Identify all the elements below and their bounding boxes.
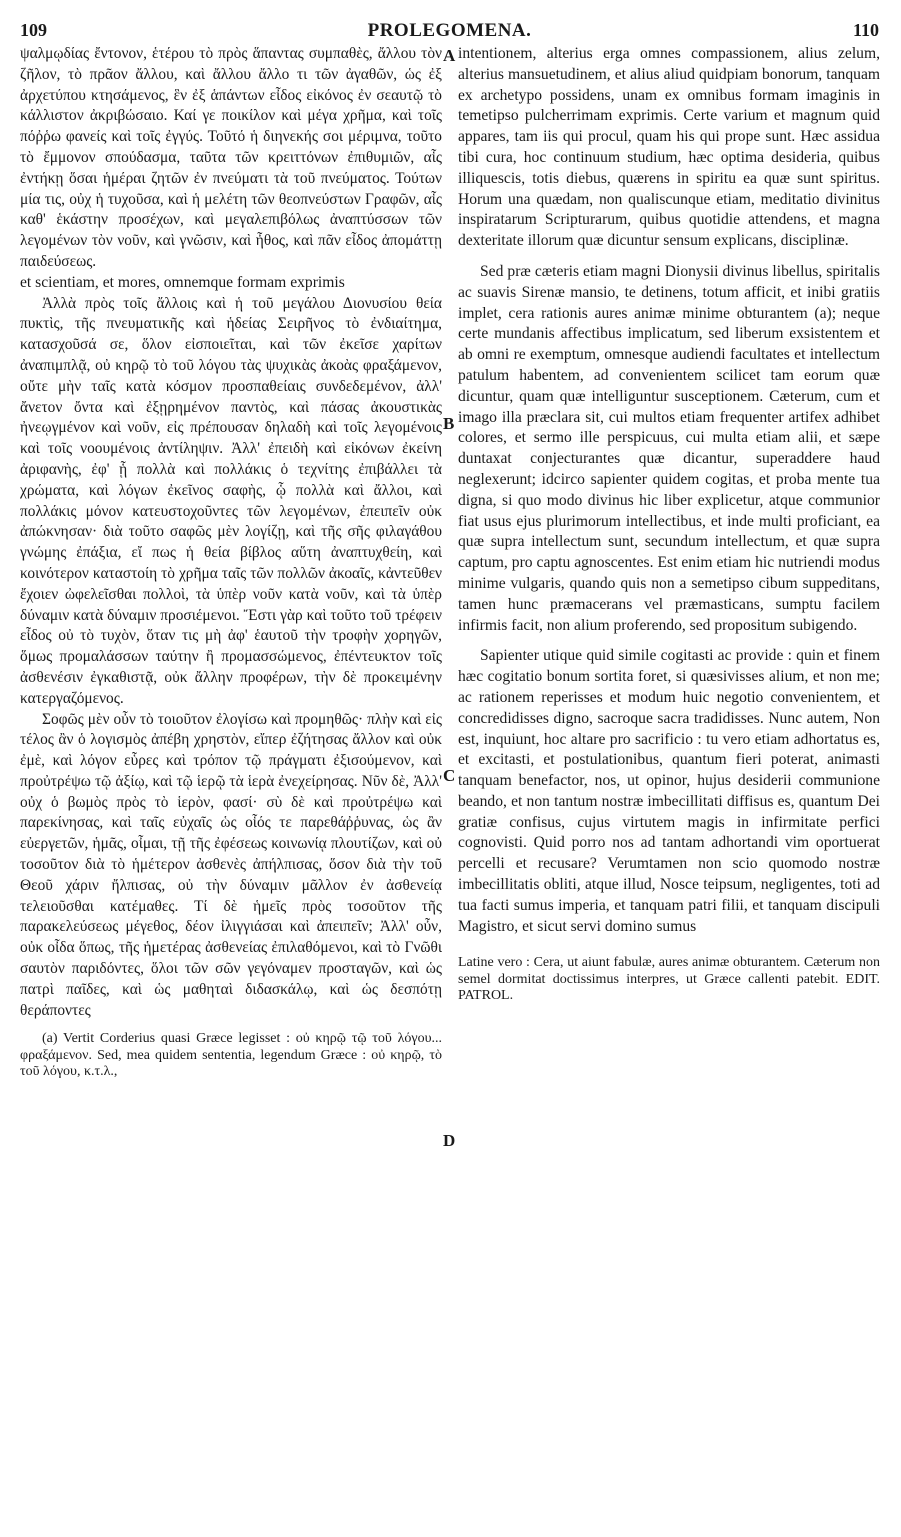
greek-paragraph-2: Ἀλλὰ πρὸς τοῖς ἄλλοις καὶ ἡ τοῦ μεγάλου Διονυσίου θεία πυκτὶς, τῆς πνευματικῆς καὶ ἡδείας Σειρῆνος τὸ ἐνδιαίτημα, κατασχοῦσά σε, ὅλον εἰσποιεῖται, καὶ τῶν ἐκεῖσε χαρίτων ἀναπιμπλᾷ, οὐ κηρῷ τὸ τοῦ λόγου τὰς ψυχικὰς ἀκοὰς φραξάμενον, οὔτε μὴν ταῖς κατὰ κόσμον προσπαθείαις συνδεδεμένον, ἀλλ' ἄνετον ὄντα καὶ ἐξῃρημένον παντὸς, καὶ πάσας ἀκουστικὰς ἠνεῳγμένον καὶ νοῦν, εἰς πρέπουσαν δηλαδὴ καὶ τοῖς λεγομένοις καὶ τοῖς νοουμένοις ἀντίληψιν. Ἀλλ' ἐπειδὴ καὶ εἰκόνων ἐκείνη ἀριφανὴς, ἐφ' ᾗ πολλὰ καὶ πολλάκις ὁ τεχνίτης ἐπιβάλλει τὰ χρώματα, καὶ λόγων ἐκεῖνος σαφὴς, ᾧ πολλὰ καὶ ἄλλοι, καὶ πολλάκις μόνον κατευστοχοῦντες τῶν λεγομένων, ἐπειπεῖν οὐκ ἀπώκνησαν· διὰ τοῦτο σαφῶς μὲν λογίζῃ, καὶ τῆς σῆς φιλαγάθου γνώμης ἐπάξια, εἴ πως ἡ θεία βίβλος αὕτη ἀναπτυχθείη, καὶ κοινότερον καταστοίη τὸ χρῆμα ταῖς τῶν πολλῶν ἀκοαῖς, κἀντεῦθεν ἔχοιεν ὠφελεῖσθαι πολλοὶ, τὰ ὑπὲρ νοῦν κατὰ νοῦν, καὶ τὰ ὑπὲρ δύναμιν κατὰ δύναμιν προσιέμενοι. Ἔστι γὰρ καὶ τοῦτο τοῦ τρέφειν εἶδος οὐ τὸ τυχὸν, ὅταν τις μὴ ἀφ' ἑαυτοῦ τὴν τροφὴν χορηγῶν, ὅμως προμαλάσσων ταύτην ἢ προμασσώμενος, ἐπέντευκτον τοῖς ἀσθενέσιν ἐγκαθιστᾷ, οὐκ ἄλλην προφέρων, τὴν δὲ προκειμένην κατεργαζόμενος.: [20, 294, 442, 707]
page-number-right: 110: [852, 20, 879, 40]
greek-paragraph-3: Σοφῶς μὲν οὖν τὸ τοιοῦτον ἐλογίσω καὶ προμηθῶς· πλὴν καὶ εἰς τέλος ἂν ὁ λογισμὸς ἀπέβη χρηστὸν, εἴπερ ἐζήτησας ἄλλον καὶ οὐκ ἐμὲ, καὶ λόγον εὗρες καὶ τρόπον τῷ πράγματι ἐξισούμενον, καὶ προὐτρέψω τῷ ἀξίῳ, καὶ τῷ ἱερῷ τὰ ἱερὰ ἐνεχείρησας. Νῦν δὲ, Ἀλλ' οὐχ ὁ βωμὸς πρὸς τὸ ἱερὸν, φασί· σὺ δὲ καὶ προὐτρέψω καὶ παρεκίνησας, καὶ ταῖς εὐχαῖς ὡς οἷός τε παρεθάῤῥυνας, ὡς ἂν εὐεργετῶν, ἡμᾶς, οἶμαι, τῇ τῆς ἐφέσεως κοινωνίᾳ πλουτίζων, καὶ οὐ τοσοῦτον διὰ τὸ ἡμέτερον ἀσθενὲς ἀπήλπισας, ὅσον διὰ τὴν τοῦ Θεοῦ χάριν ἤλπισας, οὐ τὴν δύναμιν μᾶλλον ἐν ἀσθενείᾳ τελειοῦσθαι κατέμαθες. Τί δὲ ἡμεῖς πρὸς τοσοῦτον τῆς παρακελεύσεως μέγεθος, δέον ἰλιγγιάσαι καὶ ἀπειπεῖν; Ἀλλ' οὖν, οὐκ οἶδα ὅπως, τῆς ἡμετέρας ἀσθενείας ἐπιλαθόμενοι, καὶ τὸ Γνῶθι σαυτὸν παριδόντες, ὅλοι τῶν σῶν γεγόναμεν προσταγῶν, καὶ ὡς πατρὶ παῖδες, καὶ ὡς μαθηταὶ διδασκάλῳ, καὶ ὡς δεσπότῃ θεράποντες: [20, 710, 442, 1019]
greek-footnote: (a) Vertit Corderius quasi Græce legisset : οὐ κηρῷ τῷ τοῦ λόγου... φραξάμενον. Sed, mea quidem sententia, legendum Græce : οὐ κηρῷ, τὸ τοῦ λόγου, κ.τ.λ.,: [20, 1031, 442, 1080]
latin-column: [458, 44, 880, 1005]
latin-paragraph-3: Sapienter utique quid simile cogitasti ac provide : quin et finem hæc cogitatio bonum sortita foret, si quæsivisses alium, et non me; ac rationem reperisses et modum huic negotio convenientem, et concredidisses digno, sacroque sacra tradidisses. Nunc autem, Non est, inquiunt, hoc altare pro sacrificio : tu vero etiam adhortatus es, et excitasti, et postulationibus, quantum fieri poterat, animasti tanquam benefactor, nos, ut opinor, hujus desiderii communione beando, et non tantum nostræ imbecillitati diffisus es, quantum Dei gratiæ confisus, cujus virtutem magis in infirmitate perfici cognovisti. Quid porro nos ad tantam adhortandi vim oportuerat percelli et recusare? Verumtamen non scio quomodo nostræ imbecillitatis obliti, atque illud, Nosce teipsum, negligentes, toti ad tua facti sumus imperia, et tanquam patri filii, et tanquam discipuli Magistro, et sicut servi domino sumus: [458, 647, 880, 935]
margin-letter-c: C: [443, 766, 456, 785]
latin-inline-line: et scientiam, et mores, omnemque formam exprimis: [20, 273, 345, 291]
latin-paragraph-1: intentionem, alterius erga omnes compassionem, alius zelum, alterius mansuetudinem, et alius aliud quidpiam bonorum, tanquam ex archetypo possidens, unam ex omnibus formam imaginis in temetipso pulcherrimam exprimis. Certe varium et magnum quid appares, tam iis qui procul, quam his qui prope sunt. Hæc assidua tibi cura, hoc continuum studium, hæc optima desideria, quibus illiquescis, totis diebus, quærens in spiritu ea quæ sunt spiritus. Horum una quædam, non qualiscunque etiam, meditatio divinitus inspiratarum Scripturarum, quibus quotidie attendens, et magna dexteritate illorum quæ dicuntur sensum explicans, disciplinæ.: [458, 45, 880, 250]
margin-letter-d: D: [443, 1131, 456, 1150]
latin-paragraph-2: Sed præ cæteris etiam magni Dionysii divinus libellus, spiritalis ac suavis Sirenæ mansio, te detinens, totum afficit, et inibi gratiis implet, cera rationis aures animæ minime obturantem (a); neque certe mundanis affectibus implicatum, sed liberum exsistentem et ab omni re exemptum, omnesque audiendi facultates et intellectum patulum habentem, ad convenientem scilicet tam eorum quæ dicuntur, quam quæ intelliguntur susceptionem. Cæterum, cum et imago illa præclara sit, cui multos etiam frequenter artifex adhibet colores, et sermo ille perspicuus, cui multa etiam alii, et sæpe duntaxat conjecturantes quæ dicantur, superaddere haud neglexerunt; idcirco sapienter quidem cogitas, et proba mente tua digna, si quo modo divinus hic liber explicetur, atque communior fiat usus ejus plurimorum intellectibus, et inde multi proficiant, ea quæ supra intellectum sunt, secundum intellectum, et quæ supra captum, pro captu agnoscentes. Est enim etiam hic nutriendi modus minime vulgaris, quando quis non a semetipso cibum suppeditans, tamen hunc præmacerans vel præmasticans, sumptu facilem infirmis facit, non alium proferendo, sed propositum subigendo.: [458, 262, 880, 634]
latin-footnote: Latine vero : Cera, ut aiunt fabulæ, aures animæ obturantem. Cæterum non semel dormitat doctissimus interpres, ut Græce callenti patebit. EDIT. PATROL.: [458, 955, 880, 1004]
page-header: [20, 20, 879, 46]
running-title: PROLEGOMENA.: [367, 20, 532, 41]
page-number-left: 109: [20, 20, 47, 40]
margin-letter-a: A: [443, 46, 456, 65]
greek-paragraph-1: ψαλμῳδίας ἔντονον, ἑτέρου τὸ πρὸς ἅπαντας συμπαθὲς, ἄλλου τὸν ζῆλον, τὸ πρᾶον ἄλλου, καὶ ἄλλου ἄλλο τι τῶν ἀγαθῶν, ὡς ἐξ ἀρχετύπου κτησάμενος, ἓν ἐξ ἁπάντων εἶδος εἰκόνος ἐν σεαυτῷ τὸ κάλλιστον ἀκριβώσαιο. Καί γε ποικίλον καὶ μέγα χρῆμα, καὶ τοῖς πόῤῥω φανείς καὶ τοῖς ἐγγύς. Τοῦτό ἡ διηνεκής σοι μέριμνα, τοῦτο τὸ ἔμμονον σπούδασμα, ταῦτα τῶν κρειττόνων ἐπιθυμιῶν, αἷς ἐντήκῃ ὅσαι ἡμέραι ζητῶν ἐν πνεύματι τὰ τοῦ πνεύματος. Τούτων μία τις, οὐχ ἡ τυχοῦσα, καὶ ἡ μελέτη τῶν θεοπνεύστων Γραφῶν, αἷς καθ' ἑκάστην προσέχων, καὶ μεγαλεπιβόλως ἀναπτύσσων τῶν λεγομένων τὸν νοῦν, καὶ γνῶσιν, καὶ ἦθος, καὶ πᾶν εἶδος ἀπομάττῃ παιδεύσεως.: [20, 45, 442, 270]
margin-letter-b: B: [443, 414, 455, 433]
greek-column: [20, 44, 442, 1081]
